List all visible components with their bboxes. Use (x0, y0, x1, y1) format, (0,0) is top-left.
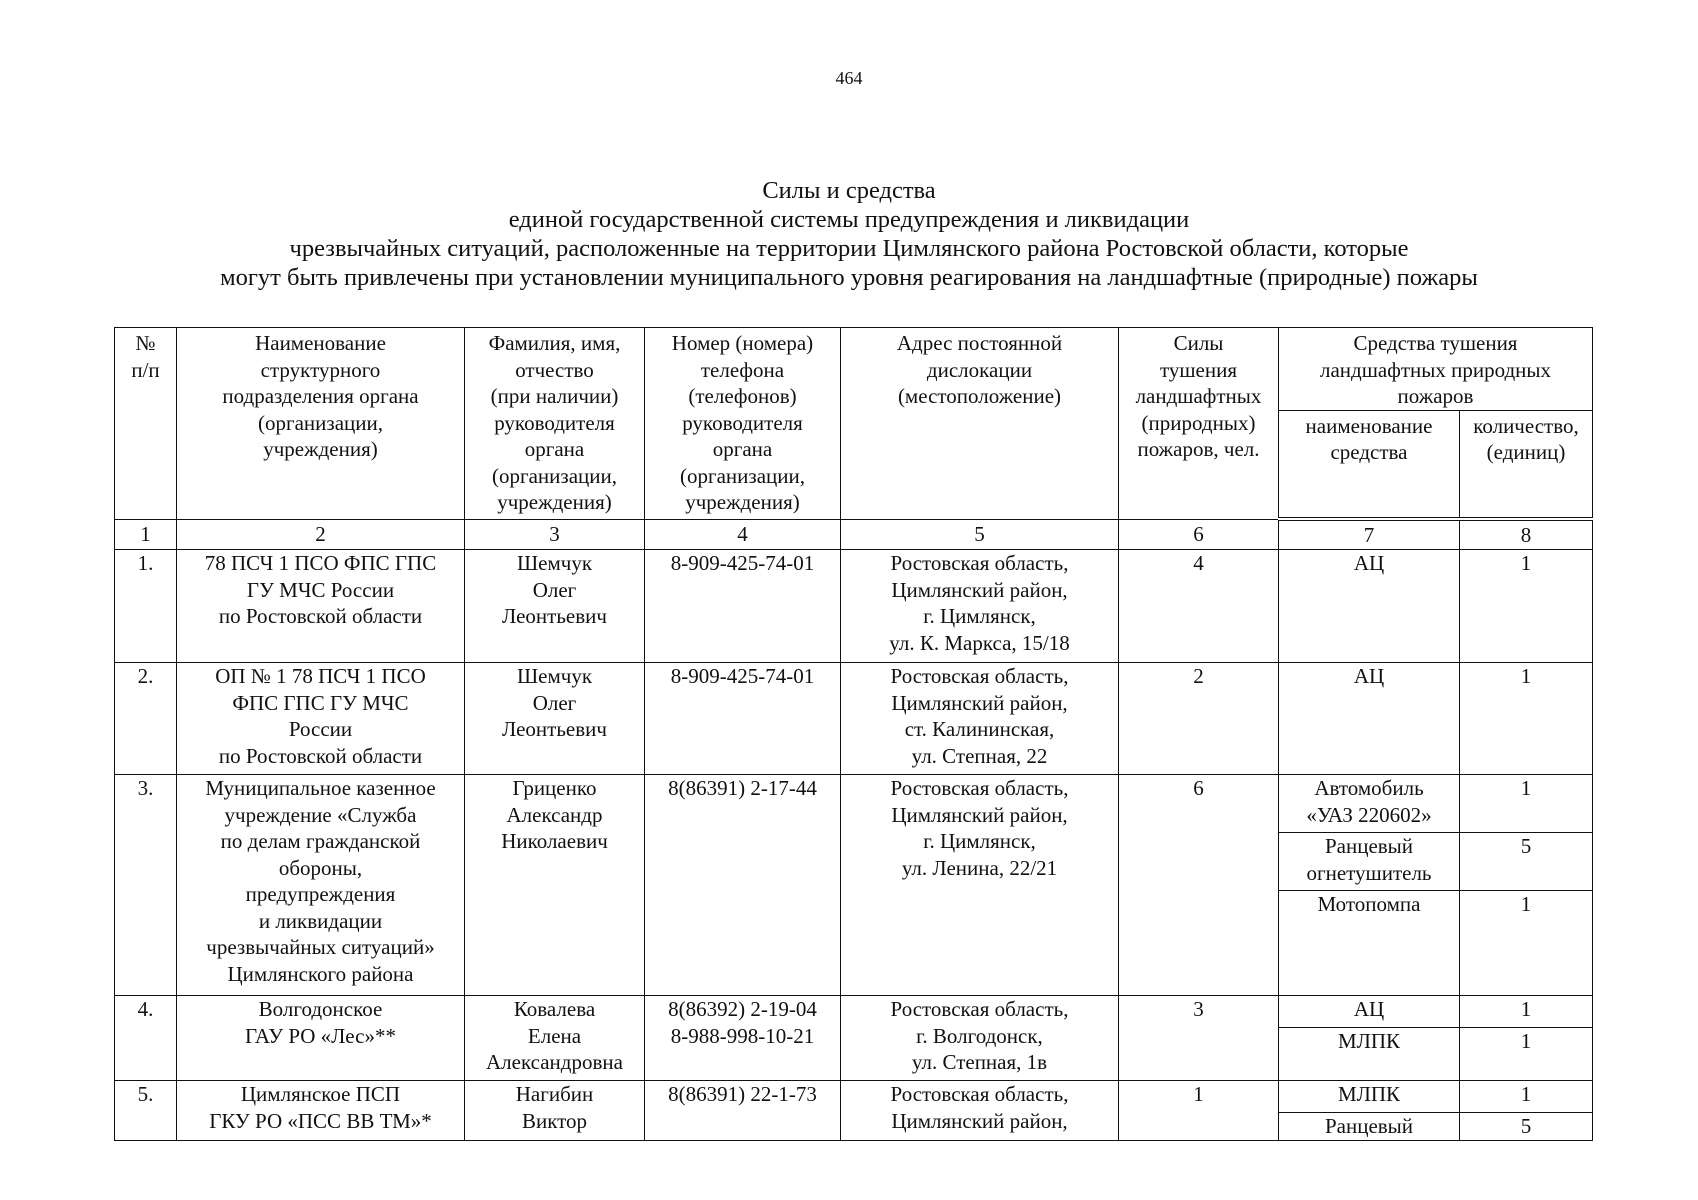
phone-line: 8-988-998-10-21 (670, 1023, 815, 1048)
means-name (1279, 775, 1460, 833)
unit-name-line: Муниципальное казенное (205, 776, 436, 800)
means-name (1279, 1028, 1460, 1081)
means-qty: 1 (1460, 1028, 1593, 1081)
header-text: ландшафтных (1135, 384, 1262, 408)
header-text: Фамилия, имя, (488, 331, 621, 355)
means-name (1279, 891, 1460, 996)
address (841, 996, 1119, 1081)
head-name-line: Шемчук (516, 664, 593, 688)
head-name-line: Ковалева (513, 997, 596, 1021)
header-text: ландшафтных природных (1320, 357, 1551, 382)
column-number: 4 (645, 519, 841, 550)
header-text: № (135, 331, 156, 355)
column-number: 8 (1460, 519, 1593, 550)
head-name-line: Николаевич (501, 829, 608, 853)
phone (645, 1081, 841, 1141)
row-number: 3. (115, 775, 177, 996)
means-qty: 1 (1460, 663, 1593, 775)
address (841, 550, 1119, 663)
head-name-line: Александр (506, 802, 603, 827)
address-line: ул. Степная, 1в (911, 1050, 1048, 1074)
head-name (465, 550, 645, 663)
header-text: учреждения) (263, 437, 378, 461)
means-name-line: Автомобиль (1314, 776, 1424, 800)
header-text: (единиц) (1486, 440, 1566, 464)
head-name (465, 663, 645, 775)
means-name-line: «УАЗ 220602» (1306, 802, 1432, 827)
address (841, 663, 1119, 775)
head-name-line: Леонтьевич (502, 717, 607, 741)
header-text: Силы (1173, 331, 1224, 355)
header-text: средства (1330, 440, 1408, 464)
phone-line: 8(86391) 2-17-44 (668, 776, 817, 800)
means-name-line: Ранцевый (1324, 1114, 1414, 1138)
head-name-line: Олег (532, 577, 577, 602)
header-means (1279, 328, 1593, 411)
address-line: г. Цимлянск, (923, 829, 1036, 853)
address-line: ул. К. Маркса, 15/18 (889, 630, 1070, 655)
means-name (1279, 663, 1460, 775)
head-name-line: Нагибин (515, 1082, 594, 1106)
address-line: г. Цимлянск, (923, 604, 1036, 628)
address-line: Цимлянский район, (891, 802, 1068, 827)
header-text: (местоположение) (897, 384, 1062, 408)
address-line: ул. Ленина, 22/21 (901, 855, 1058, 880)
header-text: руководителя (682, 410, 803, 435)
forces-count: 6 (1119, 775, 1279, 996)
address-line: Ростовская область, (890, 664, 1069, 688)
phone (645, 550, 841, 663)
means-name-line: Ранцевый (1324, 834, 1414, 858)
header-text: пожаров, чел. (1137, 437, 1260, 461)
header-text: учреждения) (685, 490, 800, 514)
address (841, 1081, 1119, 1141)
address-line: Цимлянский район, (891, 690, 1068, 715)
header-text: Наименование (255, 331, 386, 355)
unit-name-line: по Ростовской области (218, 743, 423, 768)
header-text: (телефонов) (688, 384, 797, 408)
unit-name-line: учреждение «Служба (224, 802, 417, 827)
head-name-line: Гриценко (512, 776, 597, 800)
unit-name-line: по делам гражданской (220, 829, 421, 853)
column-number: 7 (1279, 519, 1460, 550)
header-text: Адрес постоянной (896, 331, 1063, 355)
page-number: 464 (835, 68, 863, 88)
head-name-line: Елена (527, 1023, 582, 1048)
head-name-line: Шемчук (516, 551, 593, 575)
unit-name-line: предупреждения (245, 882, 396, 906)
means-qty: 1 (1460, 1081, 1593, 1113)
header-text: количество, (1473, 413, 1579, 438)
header-forces (1119, 328, 1279, 520)
header-address (841, 328, 1119, 520)
head-name-line: Александровна (486, 1050, 623, 1074)
unit-name (177, 550, 465, 663)
means-name-line: АЦ (1353, 997, 1385, 1021)
unit-name (177, 663, 465, 775)
means-name (1279, 1081, 1460, 1113)
unit-name-line: ОП № 1 78 ПСЧ 1 ПСО (215, 664, 426, 688)
forces-count: 4 (1119, 550, 1279, 663)
address-line: ул. Степная, 22 (911, 743, 1048, 768)
phone (645, 663, 841, 775)
document-title (60, 176, 1638, 292)
unit-name-line: по Ростовской области (218, 604, 423, 628)
unit-name (177, 1081, 465, 1141)
header-text: Номер (номера) (671, 331, 814, 355)
address-line: Ростовская область, (890, 551, 1069, 575)
phone (645, 775, 841, 996)
table-row (115, 663, 1593, 775)
header-text: руководителя (494, 410, 615, 435)
means-qty: 1 (1460, 891, 1593, 996)
header-text: Средства тушения (1353, 331, 1518, 355)
row-number: 2. (115, 663, 177, 775)
unit-name (177, 996, 465, 1081)
forces-table (114, 327, 1593, 1141)
table-row (115, 1081, 1593, 1113)
header-text: подразделения органа (222, 384, 419, 408)
table-row (115, 996, 1593, 1028)
header-text: п/п (131, 357, 160, 382)
header-text: телефона (700, 357, 785, 382)
header-text: органа (712, 437, 773, 461)
head-name (465, 1081, 645, 1141)
address-line: Цимлянский район, (891, 1108, 1068, 1133)
header-text: (при наличии) (490, 384, 619, 408)
means-name (1279, 833, 1460, 891)
unit-name-line: чрезвычайных ситуаций» (206, 935, 435, 959)
header-text: наименование (1305, 413, 1433, 438)
unit-name-line: ГУ МЧС России (246, 577, 395, 602)
header-text: (организации, (680, 463, 805, 488)
head-name-line: Олег (532, 690, 577, 715)
header-head (465, 328, 645, 520)
unit-name-line: Цимлянское ПСП (240, 1082, 401, 1106)
unit-name-line: России (288, 717, 353, 741)
unit-name-line: обороны, (278, 855, 363, 880)
means-name-line: Мотопомпа (1317, 892, 1421, 916)
forces-count: 2 (1119, 663, 1279, 775)
unit-name-line: ГАУ РО «Лес»** (245, 1023, 396, 1048)
means-name (1279, 1113, 1460, 1141)
address-line: г. Волгодонск, (916, 1023, 1043, 1048)
table-row (115, 775, 1593, 833)
unit-name-line: и ликвидации (258, 908, 383, 933)
means-name (1279, 550, 1460, 663)
means-qty: 5 (1460, 1113, 1593, 1141)
header-means-qty (1460, 410, 1593, 519)
column-number: 3 (465, 519, 645, 550)
row-number: 4. (115, 996, 177, 1081)
header-text: учреждения) (497, 490, 612, 514)
header-text: структурного (260, 357, 381, 382)
row-number: 1. (115, 550, 177, 663)
header-text: пожаров (1397, 384, 1474, 408)
title-line: могут быть привлечены при установлении муниципального уровня реагирования на ландшафтные (природные) пожары (220, 264, 1478, 291)
header-text: (природных) (1141, 410, 1256, 435)
means-name-line: МЛПК (1337, 1029, 1401, 1053)
column-number: 6 (1119, 519, 1279, 550)
unit-name-line: Цимлянского района (227, 961, 414, 986)
means-qty: 1 (1460, 775, 1593, 833)
means-name-line: МЛПК (1337, 1082, 1401, 1106)
forces-count: 1 (1119, 1081, 1279, 1141)
address-line: Цимлянский район, (891, 577, 1068, 602)
address-line: Ростовская область, (890, 1082, 1069, 1106)
address (841, 775, 1119, 996)
table-row (115, 550, 1593, 663)
header-text: отчество (515, 357, 594, 382)
phone (645, 996, 841, 1081)
head-name-line: Леонтьевич (502, 604, 607, 628)
head-name-line: Виктор (521, 1108, 588, 1133)
title-line: Силы и средства (762, 177, 936, 204)
unit-name-line: ГКУ РО «ПСС ВВ ТМ»* (209, 1108, 432, 1133)
title-line: чрезвычайных ситуаций, расположенные на территории Цимлянского района Ростовской области, которые (289, 235, 1409, 262)
unit-name (177, 775, 465, 996)
means-qty: 1 (1460, 550, 1593, 663)
address-line: Ростовская область, (890, 776, 1069, 800)
address-line: Ростовская область, (890, 997, 1069, 1021)
header-text: (организации, (492, 463, 617, 488)
phone-line: 8(86392) 2-19-04 (668, 997, 817, 1021)
row-number: 5. (115, 1081, 177, 1141)
means-qty: 5 (1460, 833, 1593, 891)
phone-line: 8-909-425-74-01 (670, 664, 815, 688)
header-name (177, 328, 465, 520)
phone-line: 8-909-425-74-01 (670, 551, 815, 575)
header-text: дислокации (926, 357, 1033, 382)
column-number: 2 (177, 519, 465, 550)
means-qty: 1 (1460, 996, 1593, 1028)
header-means-name (1279, 410, 1460, 519)
phone-line: 8(86391) 22-1-73 (668, 1082, 817, 1106)
unit-name-line: 78 ПСЧ 1 ПСО ФПС ГПС (204, 551, 437, 575)
header-text: (организации, (258, 410, 383, 435)
column-number: 1 (115, 519, 177, 550)
means-name-line: АЦ (1353, 664, 1385, 688)
means-name-line: АЦ (1353, 551, 1385, 575)
address-line: ст. Калининская, (904, 717, 1055, 741)
unit-name-line: ФПС ГПС ГУ МЧС (232, 690, 409, 715)
column-number: 5 (841, 519, 1119, 550)
head-name (465, 996, 645, 1081)
header-num (115, 328, 177, 520)
means-name (1279, 996, 1460, 1028)
header-text: органа (524, 437, 585, 461)
header-phone (645, 328, 841, 520)
head-name (465, 775, 645, 996)
unit-name-line: Волгодонское (258, 997, 383, 1021)
forces-count: 3 (1119, 996, 1279, 1081)
means-name-line: огнетушитель (1306, 860, 1432, 885)
title-line: единой государственной системы предупреждения и ликвидации (508, 206, 1190, 233)
header-text: тушения (1159, 357, 1238, 382)
